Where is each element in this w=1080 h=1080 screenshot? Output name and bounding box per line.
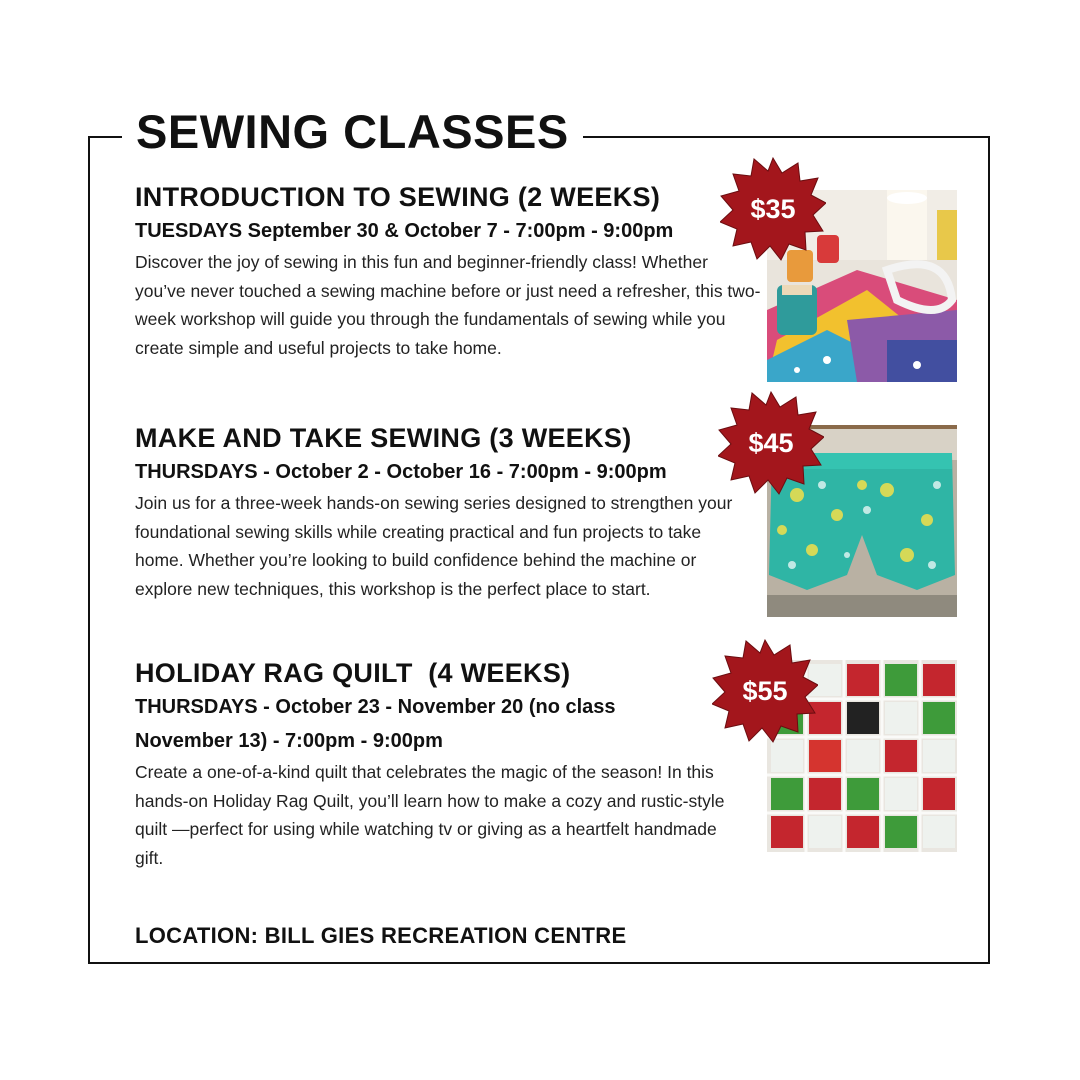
price-badge [720,156,826,262]
price-badge [712,638,818,744]
class-schedule: THURSDAYS - October 2 - October 16 - 7:00pm - 9:00pm [135,461,667,483]
class-intro-to-sewing [135,180,765,362]
location-text: LOCATION: BILL GIES RECREATION CENTRE [135,923,627,948]
class-description: Discover the joy of sewing in this fun and beginner-friendly class! Whether you’ve never touched a sewing machine before or just need a refresher, this two-week workshop will guide you through the fundamentals of sewing while you create simple and useful projects to take home. [135,252,761,358]
price-badge [718,390,824,496]
class-description: Join us for a three-week hands-on sewing series designed to strengthen your foundational sewing skills while creating practical and fun projects to take home. Whether you’re looking to build confidence behind the machine or explore new techniques, this workshop is the perfect place to start. [135,493,733,599]
class-schedule: THURSDAYS - October 23 - November 20 (no class November 13) - 7:00pm - 9:00pm [135,696,616,752]
price-text: $35 [750,193,796,224]
class-schedule: TUESDAYS September 30 & October 7 - 7:00pm - 9:00pm [135,220,674,242]
page-title: SEWING CLASSES [122,104,583,160]
class-title: MAKE AND TAKE SEWING (3 WEEKS) [135,423,632,453]
price-text: $55 [742,675,788,706]
class-description: Create a one-of-a-kind quilt that celebrates the magic of the season! In this hands-on Holiday Rag Quilt, you’ll learn how to make a cozy and rustic-style quilt —perfect for using while watching tv or giving as a heartfelt handmade gift. [135,762,725,868]
class-title: HOLIDAY RAG QUILT (4 WEEKS) [135,658,571,688]
class-holiday-rag-quilt [135,656,745,872]
price-text: $45 [748,427,794,458]
class-title: INTRODUCTION TO SEWING (2 WEEKS) [135,182,661,212]
class-make-and-take [135,421,755,603]
